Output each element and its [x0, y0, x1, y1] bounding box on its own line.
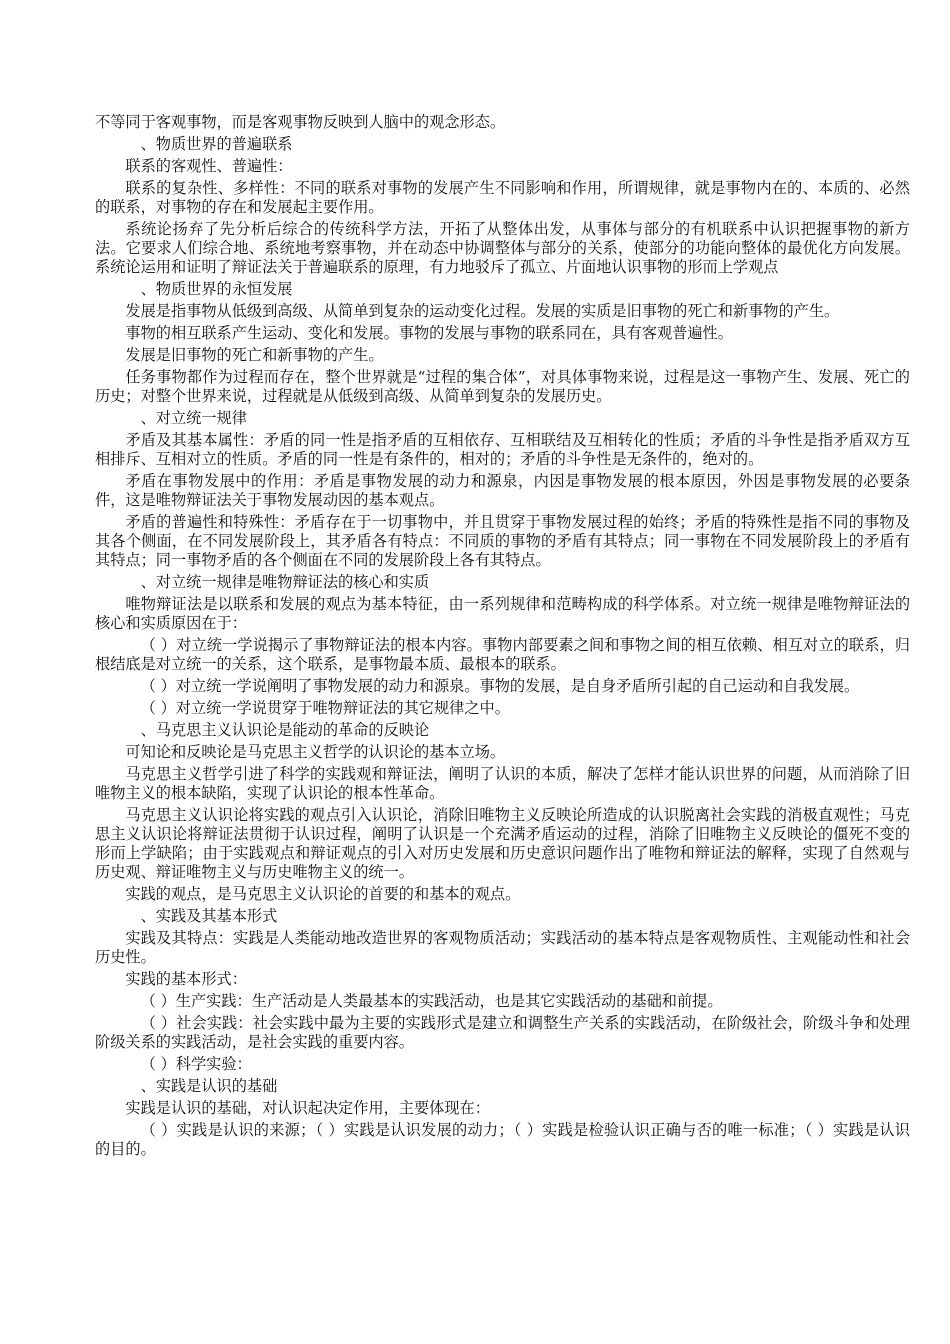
list-item: （ ）对立统一学说阐明了事物发展的动力和源泉。事物的发展，是自身矛盾所引起的自己运动和自我发展。	[140, 677, 860, 695]
paragraph: 实践的基本形式：	[125, 970, 247, 988]
section-heading: 、实践是认识的基础	[140, 1077, 278, 1095]
paragraph: 联系的客观性、普遍性：	[125, 157, 293, 175]
paragraph: 马克思主义认识论将实践的观点引入认识论，消除旧唯物主义反映论所造成的认识脱离社会实践的消极直观性；马克思主义认识论将辩证法贯彻于认识过程，阐明了认识是一个充满矛盾运动的过程，消除了旧唯物主义反映论的僵死不变的形而上学缺陷；由于实践观点和辩证观点的引入对历史发展和历史意识问题作出了唯物和辩证法的解释，实现了自然观与历史观、辩证唯物主义与历史唯物主义的统一。	[95, 806, 910, 881]
paragraph: 联系的复杂性、多样性：不同的联系对事物的发展产生不同影响和作用，所谓规律，就是事物内在的、本质的、必然的联系，对事物的存在和发展起主要作用。	[95, 179, 910, 216]
paragraph: 马克思主义哲学引进了科学的实践观和辩证法，阐明了认识的本质，解决了怎样才能认识世界的问题，从而消除了旧唯物主义的根本缺陷，实现了认识论的根本性革命。	[95, 765, 910, 802]
list-item: （ ）对立统一学说揭示了事物辩证法的根本内容。事物内部要素之间和事物之间的相互依赖、相互对立的联系，归根结底是对立统一的关系，这个联系，是事物最本质、最根本的联系。	[95, 636, 910, 673]
section-heading: 、物质世界的永恒发展	[140, 280, 293, 298]
paragraph: 矛盾及其基本属性：矛盾的同一性是指矛盾的互相依存、互相联结及互相转化的性质；矛盾的斗争性是指矛盾双方互相排斥、互相对立的性质。矛盾的同一性是有条件的，相对的；矛盾的斗争性是无条件的，绝对的。	[95, 431, 910, 468]
section-heading: 、对立统一规律是唯物辩证法的核心和实质	[140, 573, 430, 591]
list-item: （ ）实践是认识的来源；（ ）实践是认识发展的动力；（ ）实践是检验认识正确与否的唯一标准；（ ）实践是认识的目的。	[95, 1121, 910, 1158]
list-item: （ ）生产实践：生产活动是人类最基本的实践活动，也是其它实践活动的基础和前提。	[140, 992, 723, 1010]
section-heading: 、实践及其基本形式	[140, 907, 278, 925]
list-item: （ ）对立统一学说贯穿于唯物辩证法的其它规律之中。	[140, 699, 510, 717]
paragraph: 矛盾在事物发展中的作用：矛盾是事物发展的动力和源泉，内因是事物发展的根本原因，外因是事物发展的必要条件，这是唯物辩证法关于事物发展动因的基本观点。	[95, 472, 910, 509]
paragraph: 实践是认识的基础，对认识起决定作用，主要体现在：	[125, 1099, 490, 1117]
paragraph: 发展是指事物从低级到高级、从简单到复杂的运动变化过程。发展的实质是旧事物的死亡和新事物的产生。	[125, 302, 840, 320]
section-heading: 、物质世界的普遍联系	[140, 135, 293, 153]
paragraph: 实践的观点，是马克思主义认识论的首要的和基本的观点。	[125, 885, 521, 903]
paragraph: 不等同于客观事物，而是客观事物反映到人脑中的观念形态。	[95, 113, 506, 131]
paragraph: 矛盾的普遍性和特殊性：矛盾存在于一切事物中，并且贯穿于事物发展过程的始终；矛盾的特殊性是指不同的事物及其各个侧面，在不同发展阶段上，其矛盾各有特点：不同质的事物的矛盾有其特点；同一事物在不同发展阶段上的矛盾有其特点；同一事物矛盾的各个侧面在不同的发展阶段上各有其特点。	[95, 513, 910, 569]
paragraph: 唯物辩证法是以联系和发展的观点为基本特征，由一系列规律和范畴构成的科学体系。对立统一规律是唯物辩证法的核心和实质原因在于：	[95, 595, 910, 632]
paragraph: 系统论扬弃了先分析后综合的传统科学方法，开拓了从整体出发，从事体与部分的有机联系中认识把握事物的新方法。它要求人们综合地、系统地考察事物，并在动态中协调整体与部分的关系，使部分的功能向整体的最优化方向发展。系统论运用和证明了辩证法关于普遍联系的原理，有力地驳斥了孤立、片面地认识事物的形而上学观点	[95, 220, 910, 276]
paragraph: 可知论和反映论是马克思主义哲学的认识论的基本立场。	[125, 743, 506, 761]
list-item: （ ）社会实践：社会实践中最为主要的实践形式是建立和调整生产关系的实践活动，在阶级社会，阶级斗争和处理阶级关系的实践活动，是社会实践的重要内容。	[95, 1014, 910, 1051]
paragraph: 发展是旧事物的死亡和新事物的产生。	[125, 346, 384, 364]
list-item: （ ）科学实验：	[140, 1055, 252, 1073]
document-body	[95, 113, 910, 1162]
paragraph: 实践及其特点：实践是人类能动地改造世界的客观物质活动；实践活动的基本特点是客观物质性、主观能动性和社会历史性。	[95, 929, 910, 966]
section-heading: 、对立统一规律	[140, 409, 247, 427]
paragraph: 任务事物都作为过程而存在，整个世界就是“过程的集合体”，对具体事物来说，过程是这一事物产生、发展、死亡的历史；对整个世界来说，过程就是从低级到高级、从简单到复杂的发展历史。	[95, 368, 910, 405]
section-heading: 、马克思主义认识论是能动的革命的反映论	[140, 721, 430, 739]
paragraph: 事物的相互联系产生运动、变化和发展。事物的发展与事物的联系同在，具有客观普遍性。	[125, 324, 733, 342]
